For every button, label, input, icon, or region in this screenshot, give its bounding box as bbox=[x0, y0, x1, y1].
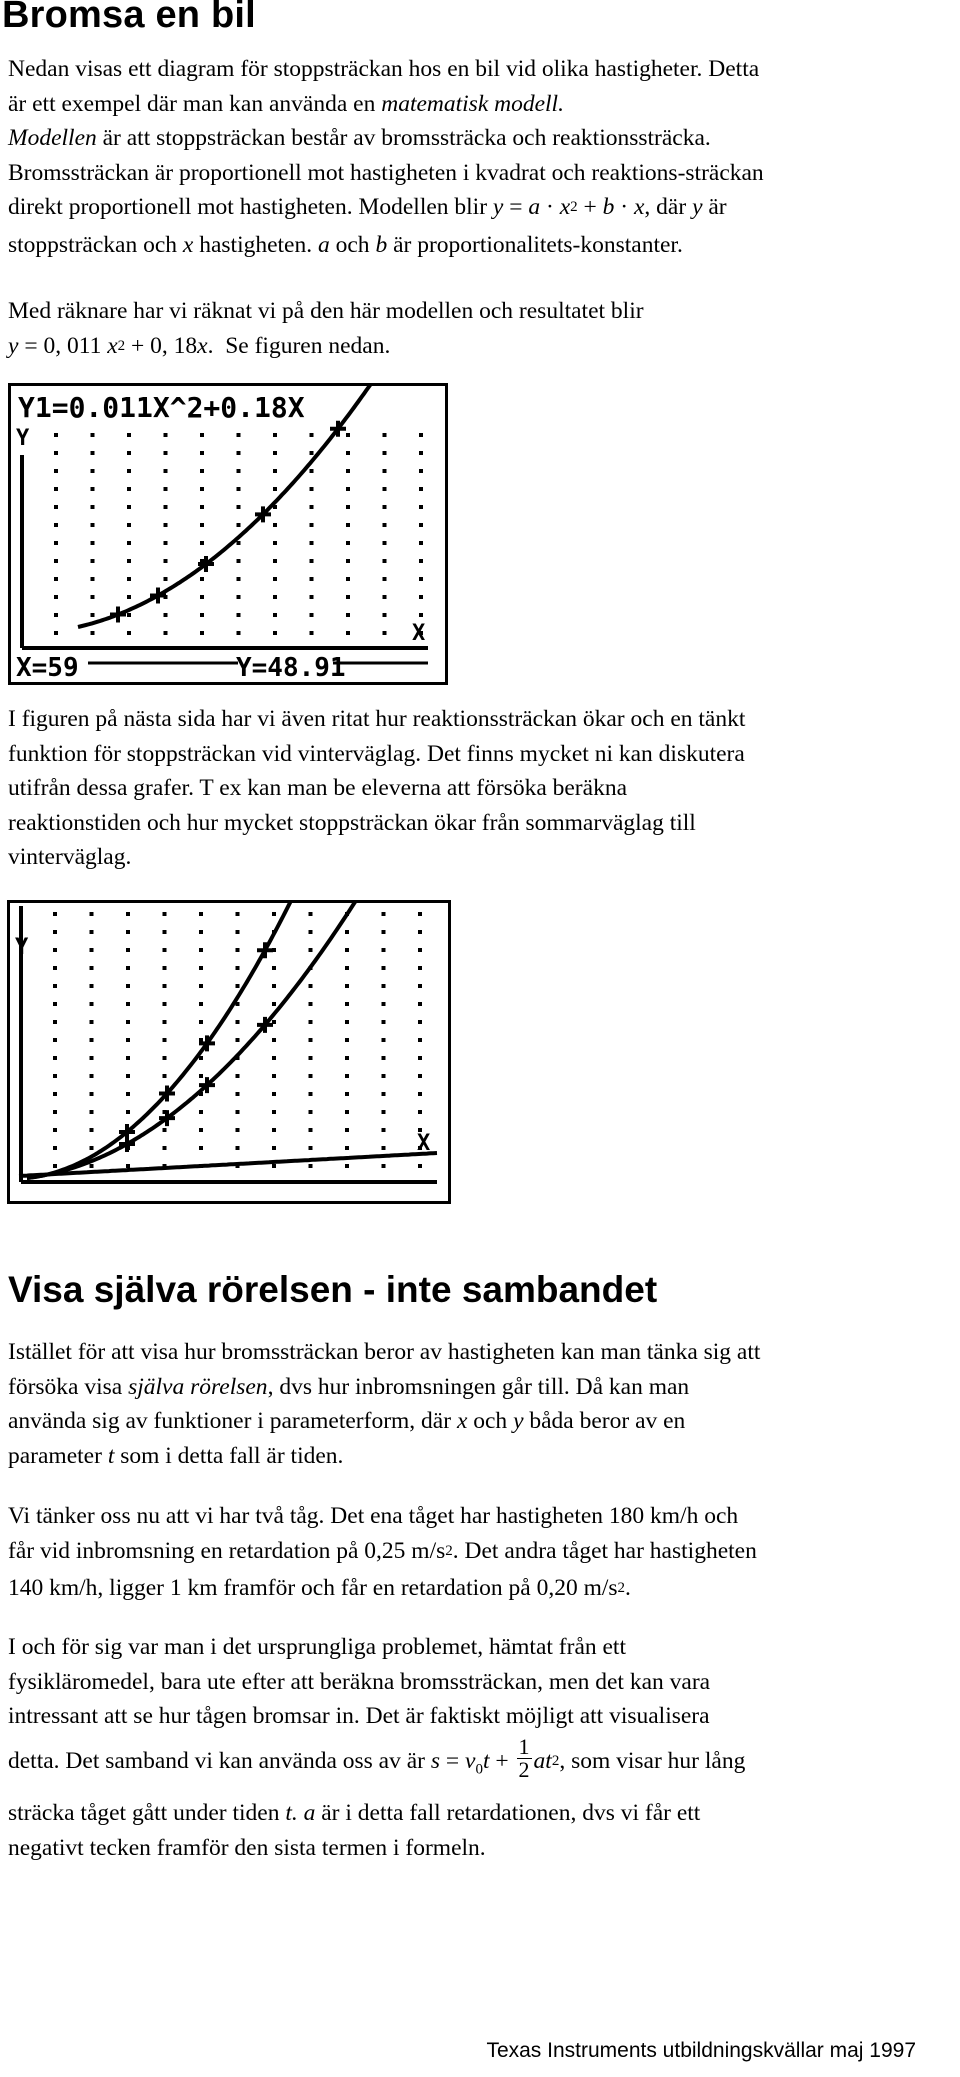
discussion-paragraph: I figuren på nästa sida har vi även ritat hur reaktionssträckan ökar och en tänkt funktion för stoppsträckan vid vinterväglag. Det finns mycket ni kan diskutera utifrån dessa grafer. T ex kan man be eleverna att försöka beräkna reaktionstiden och hur mycket stoppsträckan ökar från sommarväglag till vinterväglag. bbox=[8, 706, 746, 870]
y-axis-label: Y bbox=[15, 935, 29, 960]
page-title: Bromsa en bil bbox=[2, 0, 256, 36]
calculator-screen-stopping-distance bbox=[8, 383, 448, 685]
calculator-graph bbox=[7, 900, 451, 1204]
calculator-screen-reaction-and-winter bbox=[7, 900, 451, 1204]
screen-border bbox=[10, 385, 447, 684]
fraction-one-half: $\frac{1}{2}$ bbox=[518, 1733, 530, 1782]
trace-x-value: X=59 bbox=[16, 653, 79, 683]
motion-paragraph: Istället för att visa hur bromssträckan beror av hastigheten kan man tänka sig att försöka visa själva rörelsen, dvs hur inbromsningen går till. Då kan man använda sig av funktioner i parameterform, där x och y båda beror av en parameter t som i detta fall är tiden. bbox=[8, 1339, 761, 1469]
x-axis-label: X bbox=[417, 1131, 431, 1156]
distance-formula: $s = v_0t$ + $\frac{1}{2}$ $at^2$ bbox=[430, 1733, 560, 1782]
x-axis-label: X bbox=[412, 621, 426, 646]
function-label: Y1=0.011X^2+0.18X bbox=[18, 391, 305, 424]
footer-text: Texas Instruments utbildningskvällar maj 1997 bbox=[486, 2039, 916, 2062]
model-formula: $y = a \cdot x^2 + b \cdot x$ bbox=[492, 194, 645, 220]
y-axis-label: Y bbox=[16, 426, 30, 451]
result-formula: y = 0, 011 $x^2 + 0$, 18x. bbox=[8, 332, 214, 359]
section-title: Visa själva rörelsen - inte sambandet bbox=[8, 1269, 658, 1310]
intro-paragraph: Nedan visas ett diagram för stoppsträckan hos en bil vid olika hastigheter. Detta är ett exempel där man kan använda en matematisk modell. Modellen är att stoppsträckan består av bromssträcka och reaktionssträcka. Bromssträckan är proportionell mot hastigheten i kvadrat och reaktions-sträckan direkt proportionell mot hastigheten. Modellen blir $y = a \cdot x^2 + b \cdot x$, där y är stoppsträckan och x hastigheten. a och b är proportionalitets-konstanter. bbox=[8, 56, 764, 258]
trains-paragraph: Vi tänker oss nu att vi har två tåg. Det ena tåget har hastigheten 180 km/h och får vid inbromsning en retardation på 0,25 $m/s^2$. Det andra tåget har hastigheten 140 km/h, ligger 1 km framför och får en retardation på 0,20 $m/s^2$. bbox=[8, 1503, 757, 1601]
result-paragraph: Med räknare har vi räknat vi på den här modellen och resultatet blir y = 0, 011 $x^2 + 0$, 18x. Se figuren nedan. bbox=[8, 298, 644, 359]
trace-y-value: Y=48.91 bbox=[236, 653, 346, 683]
formula-paragraph: I och för sig var man i det ursprungliga problemet, hämtat från ett fysikläromedel, bara ute efter att beräkna bromssträckan, men det kan vara intressant att se hur tågen bromsar in. Det är faktiskt möjligt att visualisera detta. Det samband vi kan använda oss av är $s = v_0t$ + $\frac{1}{2}$ $at^2$, som visar hur lång sträcka tåget gått under tiden t. a är i detta fall retardationen, dvs vi får ett negativt tecken framför den sista termen i formeln. bbox=[8, 1634, 746, 1861]
calculator-graph bbox=[8, 383, 448, 685]
